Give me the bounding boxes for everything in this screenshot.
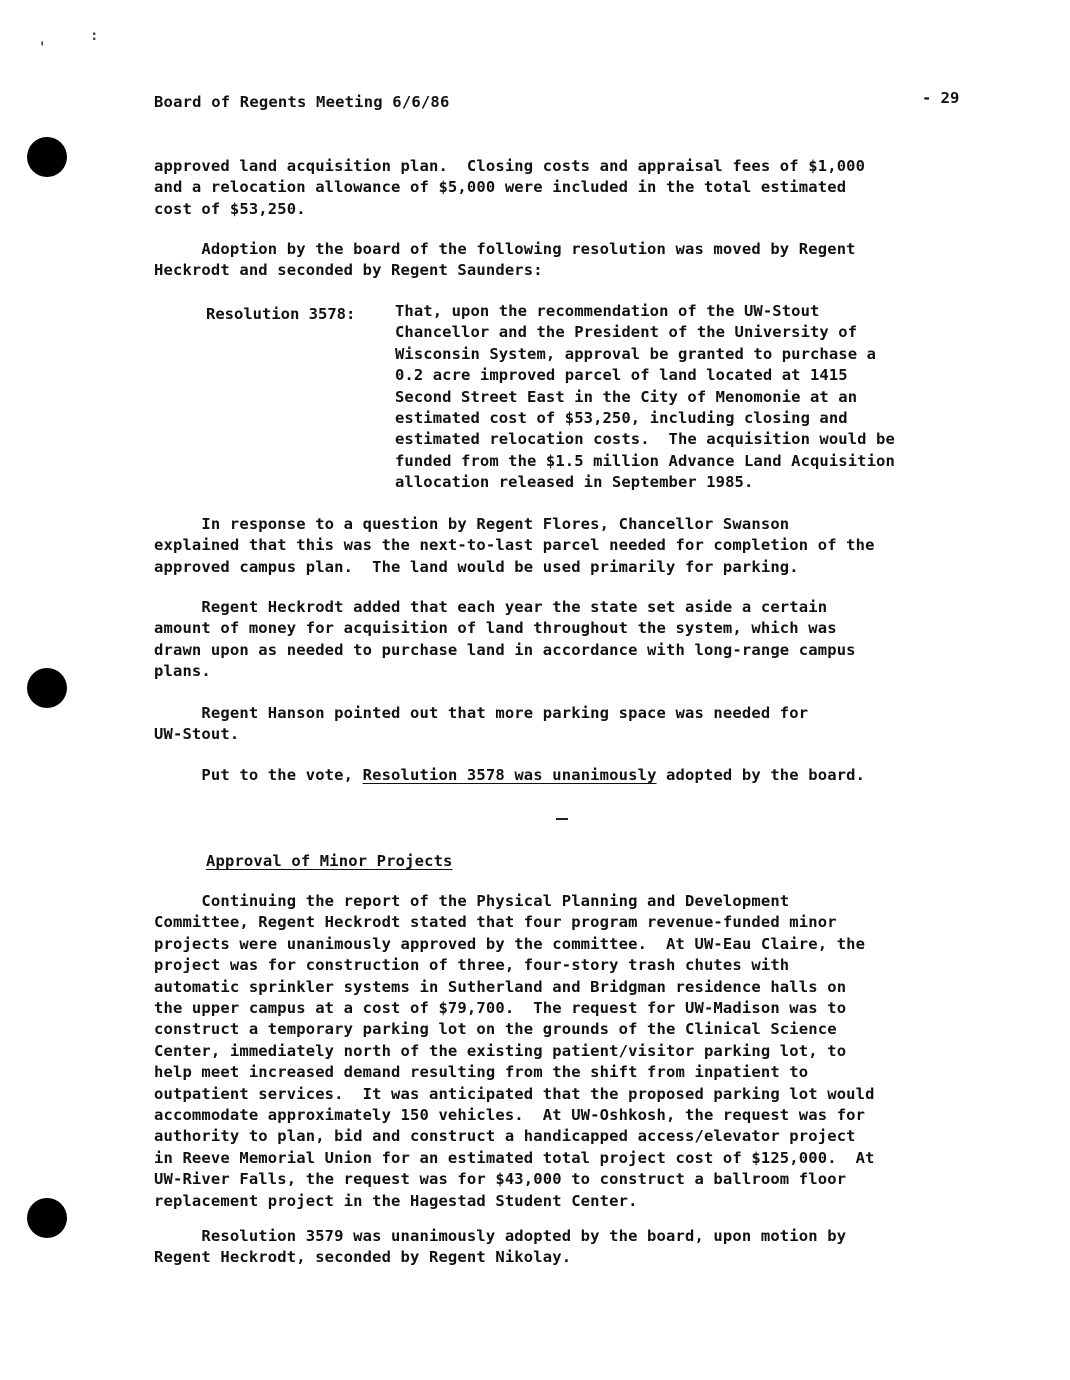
punch-hole [27,137,67,177]
paragraph: approved land acquisition plan. Closing costs and appraisal fees of $1,000 and a relocation allowance of $5,000 were included in the total estimated cost of $53,250. [154,157,866,218]
paragraph: Continuing the report of the Physical Planning and Development Committee, Regent Heckrodt stated that four program revenue-funded minor projects were unanimously approved by the committee. At UW-Eau Claire, the project was for construction of three, four-story trash chutes with automatic sprinkler systems in Sutherland and Bridgman residence halls on the upper campus at a cost of $79,700. The request for UW-Madison was to construct a temporary parking lot on the grounds of the Clinical Science Center, immediately north of the existing patient/visitor parking lot, to help meet increased demand resulting from the shift from inpatient to outpatient services. It was anticipated that the proposed parking lot would accommodate approximately 150 vehicles. At UW-Oshkosh, the request was for authority to plan, bid and construct a handicapped access/elevator project in Reeve Memorial Union for an estimated total project cost of $125,000. At UW-River Falls, the request was for $43,000 to construct a ballroom floor replacement project in the Hagestad Student Center. [154,892,875,1210]
paragraph: In response to a question by Regent Flores, Chancellor Swanson explained that this was the next-to-last parcel needed for completion of the approved campus plan. The land would be used primarily for parking. [154,515,875,576]
page-number: - 29 [922,89,960,107]
paragraph [154,765,954,786]
stray-mark: : [90,28,99,44]
vote-text: Put to the vote, [154,766,363,784]
stray-mark: ' [38,40,47,56]
paragraph: Regent Heckrodt added that each year the state set aside a certain amount of money for acquisition of land throughout the system, which was drawn upon as needed to purchase land in accordance with long-range campus plans. [154,598,856,681]
vote-text-end: adopted by the board. [656,766,866,784]
punch-hole [27,668,67,708]
resolution-label: Resolution 3578: [206,305,356,323]
paragraph: Regent Hanson pointed out that more parking space was needed for UW-Stout. [154,704,809,744]
separator-dash [556,818,568,820]
paragraph: Resolution 3579 was unanimously adopted by the board, upon motion by Regent Heckrodt, seconded by Regent Nikolay. [154,1227,847,1267]
resolution-text: That, upon the recommendation of the UW-Stout Chancellor and the President of the University of Wisconsin System, approval be granted to purchase a 0.2 acre improved parcel of land located at 1415 Second Street East in the City of Menomonie at an estimated cost of $53,250, including closing and estimated relocation costs. The acquisition would be funded from the $1.5 million Advance Land Acquisition allocation released in September 1985. [395,302,895,492]
section-heading: Approval of Minor Projects [206,852,453,870]
header-title: Board of Regents Meeting 6/6/86 [154,93,450,111]
vote-underlined: Resolution 3578 was unanimously [362,766,657,784]
punch-hole [27,1198,67,1238]
paragraph: Adoption by the board of the following resolution was moved by Regent Heckrodt and seconded by Regent Saunders: [154,240,856,280]
